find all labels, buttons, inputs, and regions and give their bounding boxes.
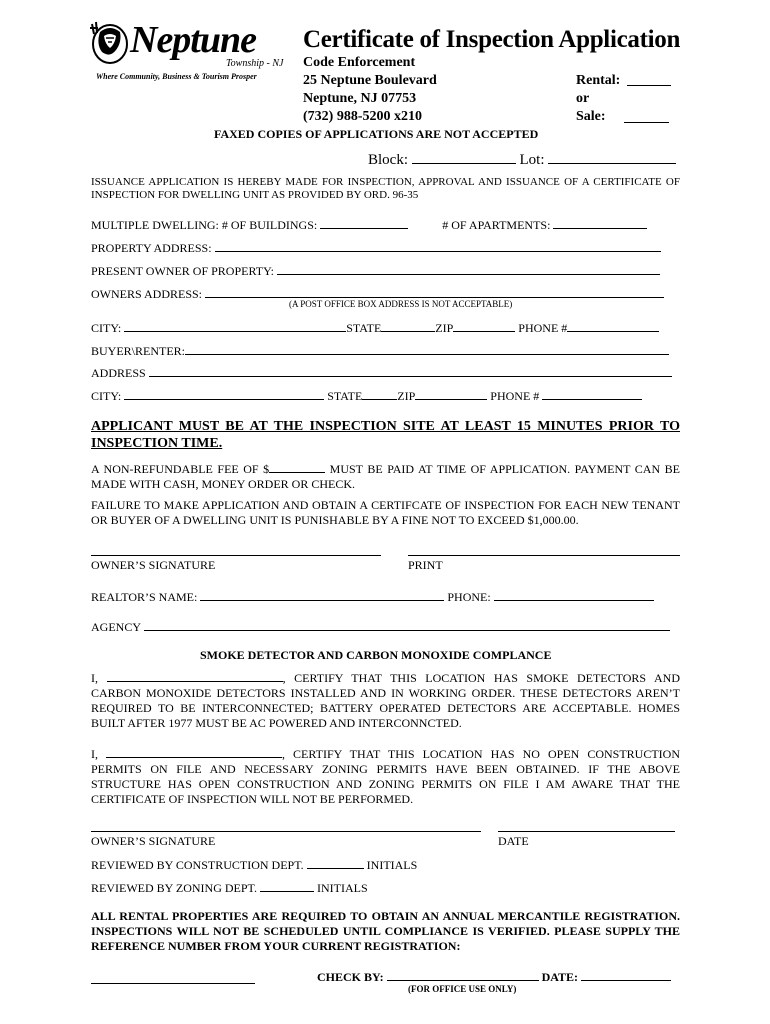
- address-row: [91, 364, 672, 381]
- state2-field[interactable]: [362, 387, 397, 400]
- mercantile-notice: ALL RENTAL PROPERTIES ARE REQUIRED TO OBTAIN AN ANNUAL MERCANTILE REGISTRATION. INSPECTIONS WILL NOT BE SCHEDULED UNTIL COMPLIANCE IS VERIFIED. PLEASE SUPPLY THE REFERENCE NUMBER FROM YOUR CURRENT REGISTRATION:: [91, 909, 680, 953]
- present-owner-field[interactable]: [277, 262, 660, 275]
- neptune-trident-emblem-icon: [88, 18, 132, 68]
- owner-signature-line[interactable]: [91, 555, 381, 556]
- buildings-field[interactable]: [320, 216, 408, 229]
- zip2-label: ZIP: [397, 389, 416, 403]
- lot-field[interactable]: [548, 149, 676, 164]
- agency-field[interactable]: [144, 618, 670, 631]
- logo-tagline: Where Community, Business & Tourism Prosper: [96, 72, 257, 81]
- agency-label: AGENCY: [91, 620, 141, 634]
- construction-review-row: [91, 856, 417, 873]
- state-field[interactable]: [381, 319, 435, 332]
- bottom-date-line[interactable]: [498, 831, 675, 832]
- realtor-phone-field[interactable]: [494, 588, 654, 601]
- fee-amount-field[interactable]: [269, 460, 325, 473]
- zip-field[interactable]: [453, 319, 515, 332]
- block-lot-row: [368, 149, 676, 169]
- sale-field[interactable]: [624, 110, 669, 123]
- intro-paragraph: ISSUANCE APPLICATION IS HEREBY MADE FOR INSPECTION, APPROVAL AND ISSUANCE OF A CERTIFICATE OF INSPECTION FOR DWELLING UNIT AS PROVIDED BY ORD. 96-35: [91, 176, 680, 201]
- permits-certification: [91, 745, 680, 807]
- phone2-field[interactable]: [542, 387, 642, 400]
- dept-name: Code Enforcement: [303, 55, 416, 70]
- construction-review-label: REVIEWED BY CONSTRUCTION DEPT.: [91, 858, 304, 872]
- bottom-owner-signature-label: OWNER’S SIGNATURE: [91, 834, 216, 848]
- bottom-date-label: DATE: [498, 834, 529, 848]
- print-line[interactable]: [408, 555, 680, 556]
- lot-label: Lot:: [519, 152, 545, 168]
- or-label: or: [576, 91, 590, 106]
- page-title: Certificate of Inspection Application: [303, 26, 681, 53]
- sale-label: Sale:: [576, 109, 606, 124]
- buildings-row: [91, 216, 647, 233]
- property-address-label: PROPERTY ADDRESS:: [91, 241, 212, 255]
- rental-field[interactable]: [627, 73, 671, 86]
- state-label: STATE: [346, 321, 382, 335]
- office-date-label: DATE:: [541, 970, 579, 984]
- state2-label: STATE: [327, 389, 363, 403]
- smoke-certification: [91, 669, 680, 731]
- block-label: Block:: [368, 152, 408, 168]
- buyer-renter-field[interactable]: [185, 342, 669, 355]
- buyer-renter-row: [91, 342, 669, 359]
- permits-certifier-name-field[interactable]: [106, 745, 282, 758]
- city-row: [91, 319, 659, 336]
- property-address-field[interactable]: [215, 239, 661, 252]
- street-address: 25 Neptune Boulevard: [303, 73, 437, 88]
- realtor-field[interactable]: [200, 588, 444, 601]
- smoke-cert-text: , CERTIFY THAT THIS LOCATION HAS SMOKE DETECTORS AND CARBON MONOXIDE DETECTORS INSTALLED AND IN WORKING ORDER. THESE DETECTORS AREN’T REQUIRED TO BE INTERCONNECTED; BATTERY OPERATED DETECTORS ARE ACCEPTABLE. HOMES BUILT AFTER 1977 MUST BE AC POWERED AND INTERCONNCTED.: [91, 671, 680, 730]
- buildings-label: MULTIPLE DWELLING: # OF BUILDINGS:: [91, 218, 318, 232]
- registration-number-line[interactable]: [91, 983, 255, 984]
- city-label: CITY:: [91, 321, 122, 335]
- check-by-field[interactable]: [387, 968, 539, 981]
- zip-label: ZIP: [435, 321, 454, 335]
- zoning-review-label: REVIEWED BY ZONING DEPT.: [91, 881, 257, 895]
- address-field[interactable]: [149, 364, 672, 377]
- fee-pre: A NON-REFUNDABLE FEE OF $: [91, 462, 270, 476]
- permits-i-label: I,: [91, 747, 98, 761]
- apartments-label: # OF APARTMENTS:: [442, 218, 551, 232]
- smoke-heading: SMOKE DETECTOR AND CARBON MONOXIDE COMPLANCE: [200, 648, 552, 662]
- address-label: ADDRESS: [91, 366, 146, 380]
- logo-subtitle: Township - NJ: [226, 58, 284, 69]
- office-use-note: (FOR OFFICE USE ONLY): [408, 984, 517, 994]
- owner-signature-label: OWNER’S SIGNATURE: [91, 558, 216, 572]
- office-use-row: [317, 968, 671, 985]
- owners-address-label: OWNERS ADDRESS:: [91, 287, 203, 301]
- city2-row: [91, 387, 642, 404]
- fee-post: MUST BE PAID AT TIME OF APPLICATION. PAYMENT CAN BE MADE WITH CASH, MONEY ORDER OR CHECK.: [91, 462, 680, 491]
- bottom-owner-signature-line[interactable]: [91, 831, 481, 832]
- logo-name: Neptune: [130, 19, 256, 61]
- realtor-label: REALTOR’S NAME:: [91, 590, 198, 604]
- failure-paragraph: FAILURE TO MAKE APPLICATION AND OBTAIN A CERTIFCATE OF INSPECTION FOR EACH NEW TENANT OR BUYER OF A DWELLING UNIT IS PUNISHABLE BY A FINE NOT TO EXCEED $1,000.00.: [91, 498, 680, 527]
- smoke-certifier-name-field[interactable]: [107, 669, 283, 682]
- city2-field[interactable]: [124, 387, 324, 400]
- block-field[interactable]: [412, 149, 516, 164]
- office-date-field[interactable]: [581, 968, 671, 981]
- city-field[interactable]: [124, 319, 346, 332]
- zoning-initials-label: INITIALS: [316, 881, 368, 895]
- smoke-i-label: I,: [91, 671, 98, 685]
- permits-cert-text: , CERTIFY THAT THIS LOCATION HAS NO OPEN CONSTRUCTION PERMITS ON FILE AND NECESSARY ZONING PERMITS HAVE BEEN OBTAINED. IF THE ABOVE STRUCTURE HAS OPEN CONSTRUCTION AND ZONING PERMITS ON FILE I AM AWARE THAT THE CERTIFICATE OF INSPECTION WILL NOT BE PERFORMED.: [91, 747, 680, 806]
- neptune-logo: [88, 18, 288, 88]
- fee-paragraph: [91, 460, 680, 492]
- construction-initials-label: INITIALS: [366, 858, 418, 872]
- city2-label: CITY:: [91, 389, 122, 403]
- phone-field[interactable]: [567, 319, 659, 332]
- present-owner-row: [91, 262, 660, 279]
- present-owner-label: PRESENT OWNER OF PROPERTY:: [91, 264, 274, 278]
- check-by-label: CHECK BY:: [317, 970, 384, 984]
- realtor-row: [91, 588, 654, 605]
- zoning-initials-field[interactable]: [260, 879, 314, 892]
- rental-label: Rental:: [576, 73, 621, 88]
- realtor-phone-label: PHONE:: [447, 590, 491, 604]
- zip2-field[interactable]: [415, 387, 487, 400]
- construction-initials-field[interactable]: [307, 856, 364, 869]
- fax-notice: FAXED COPIES OF APPLICATIONS ARE NOT ACCEPTED: [214, 127, 539, 141]
- arrival-notice-heading: APPLICANT MUST BE AT THE INSPECTION SITE AT LEAST 15 MINUTES PRIOR TO INSPECTION TIME.: [91, 419, 680, 451]
- buyer-renter-label: BUYER\RENTER:: [91, 344, 186, 358]
- print-label: PRINT: [408, 558, 443, 572]
- property-address-row: [91, 239, 661, 256]
- agency-row: [91, 618, 670, 635]
- phone-label: PHONE #: [518, 321, 568, 335]
- owners-address-field[interactable]: [205, 285, 664, 298]
- po-box-note: (A POST OFFICE BOX ADDRESS IS NOT ACCEPTABLE): [289, 299, 513, 309]
- zoning-review-row: [91, 879, 368, 896]
- phone2-label: PHONE #: [490, 389, 540, 403]
- apartments-field[interactable]: [553, 216, 647, 229]
- office-phone: (732) 988-5200 x210: [303, 109, 422, 124]
- city-address: Neptune, NJ 07753: [303, 91, 417, 106]
